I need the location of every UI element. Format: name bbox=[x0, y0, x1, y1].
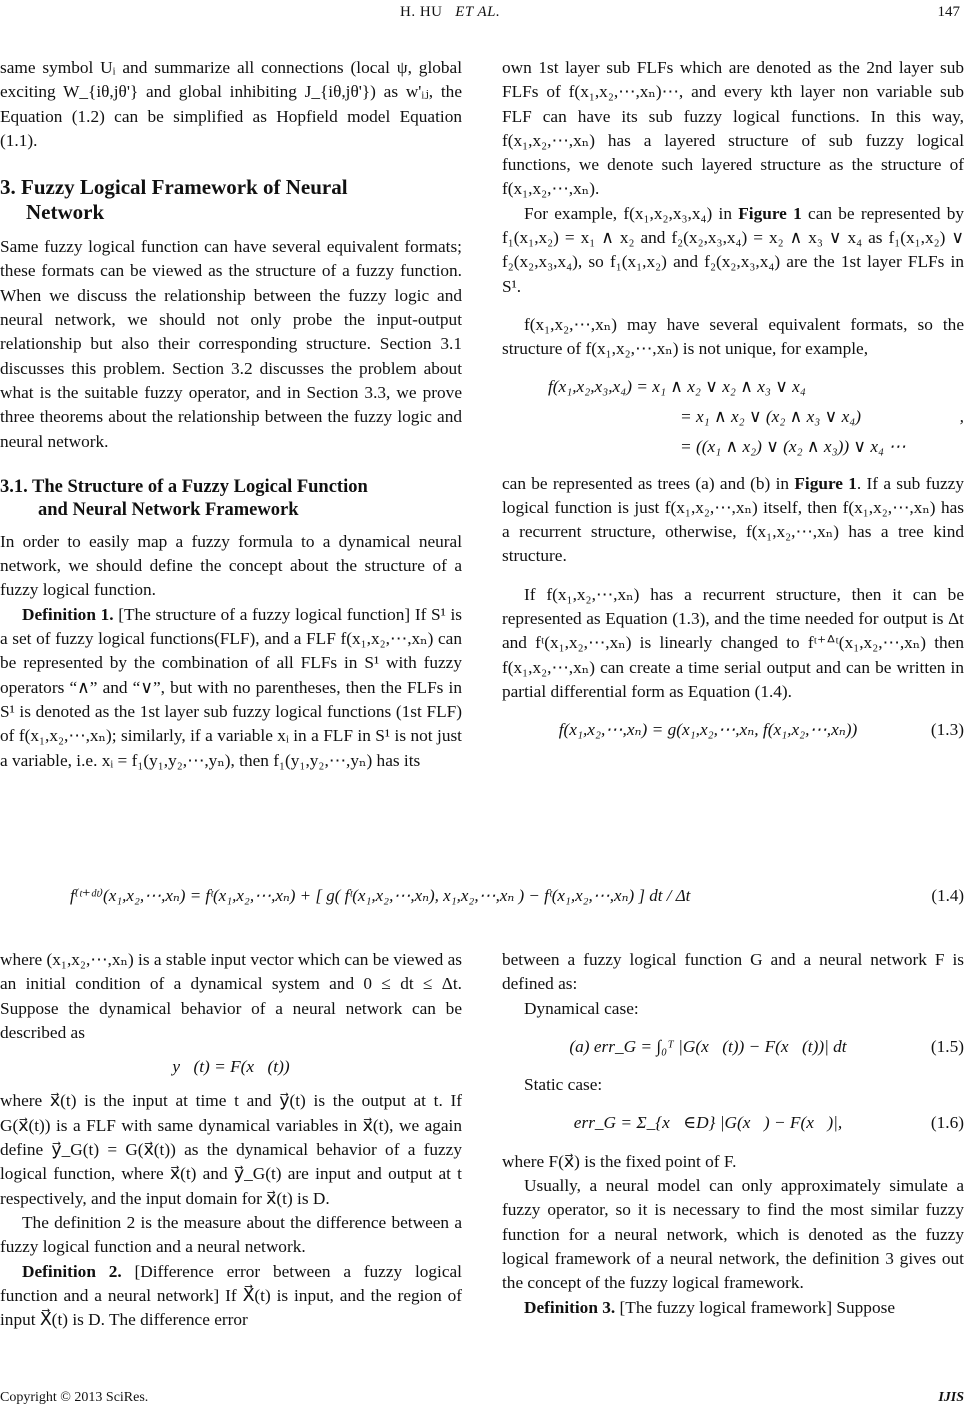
left-column-bottom bbox=[0, 948, 462, 1332]
paragraph: own 1st layer sub FLFs which are denoted as the 2nd layer sub FLFs of f(x₁,x₂,⋯,xₙ)⋯, and every kth layer non variable sub FLF can have its sub fuzzy logical functions. In this way, f(x₁,x₂,⋯,xₙ) has a layered structure of sub fuzzy logical functions, we denote such layered structure as the structure of f(x₁,x₂,⋯,xₙ). bbox=[502, 58, 964, 199]
dynamical-case-label: Dynamical case: bbox=[524, 998, 639, 1018]
paragraph: can be represented as trees (a) and (b) in Figure 1. If a sub fuzzy logical function is just f(x₁,x₂,⋯,xₙ) itself, then f(x₁,x₂,⋯,xₙ) has a recurrent structure, otherwise, f(x₁,x₂,⋯,xₙ) has a tree kind structure. bbox=[502, 473, 964, 566]
page-header bbox=[0, 4, 968, 26]
definition-1: Definition 1. [The structure of a fuzzy logical function] If S¹ is a set of fuzzy logical functions(FLF), and a FLF f(x₁,x₂,⋯,xₙ) can be represented by the combination of all FLFs in S¹ with fuzzy operators “∧” and “∨”, but with no parentheses, then the FLFs in S¹ is denoted as the 1st layer sub fuzzy logical functions (1st FLF) of f(x₁,x₂,⋯,xₙ); similarly, if a variable xᵢ in a FLF in S¹ is not just a variable, i.e. xᵢ = f₁(y₁,y₂,⋯,yₙ), then f₁(y₁,y₂,⋯,yₙ) has its bbox=[0, 604, 462, 770]
page-number: 147 bbox=[937, 4, 960, 20]
copyright: Copyright © 2013 SciRes. bbox=[0, 1390, 149, 1405]
figure-ref: Figure 1 bbox=[738, 203, 802, 223]
paragraph: If f(x₁,x₂,⋯,xₙ) has a recurrent structure, then it can be represented as Equation (1.3), and the time needed for output is Δt and fᵗ(x₁,x₂,⋯,xₙ) is linearly changed to fᵗ⁺ᐞᵗ(x₁,x₂,⋯,xₙ) then f(x₁,x₂,⋯,xₙ) can create a time serial output and can be written in partial differential form as Equation (1.4). bbox=[502, 584, 964, 701]
paragraph: same symbol Uᵢ and summarize all connections (local ψ, global exciting W_{iθ,jθ'} and global inhibiting J_{iθ,jθ'}) as w'ᵢⱼ, the Equation (1.2) can be simplified as Hopfield model Equation (1.1). bbox=[0, 58, 462, 150]
paragraph: f(x₁,x₂,⋯,xₙ) may have several equivalent formats, so the structure of f(x₁,x₂,⋯,xₙ) is not unique, for example, bbox=[502, 314, 964, 359]
static-case-label: Static case: bbox=[524, 1075, 603, 1095]
paragraph: where F(x⃗) is the fixed point of F. bbox=[502, 1151, 737, 1171]
paragraph: For example, f(x₁,x₂,x₃,x₄) in Figure 1 can be represented by f₁(x₁,x₂) = x₁ ∧ x₂ and f₂(x₂,x₃,x₄) = x₂ ∧ x₃ ∨ x₄ as f₁(x₁,x₂) ∨ f₂(x₂,x₃,x₄), so f₁(x₁,x₂) and f₂(x₂,x₃,x₄) are the 1st layer FLFs in S¹. bbox=[502, 203, 964, 296]
left-column-top bbox=[0, 56, 462, 773]
definition-2: Definition 2. [Difference error between a fuzzy logical function and a neural network] If X⃗(t) is input, and the region of input X⃗(t) is D. The difference error bbox=[0, 1261, 462, 1330]
equation-block: f(x₁,x₂,x₃,x₄) = x₁ ∧ x₂ ∨ x₂ ∧ x₃ ∨ x₄ = x₁ ∧ x₂ ∨ (x₂ ∧ x₃ ∨ x₄) = ((x₁ ∧ x₂) ∨ (x₂ ∧ x₃)) ∨ x₄ ⋯ , bbox=[548, 376, 964, 456]
running-head-authors: H. HU ET AL. bbox=[400, 4, 501, 20]
paragraph: Usually, a neural model can only approximately simulate a fuzzy operator, so it is necessary to find the most similar fuzzy function for a neural network, which is denoted as the fuzzy logical framework of a neural network, the definition 3 gives out the concept of the fuzzy logical framework. bbox=[502, 1176, 964, 1293]
equation-1-5: (a) err_G = ∫₀ᵀ |G(x⃗(t)) − F(x⃗(t))| dt (1.5) bbox=[569, 1036, 964, 1056]
paragraph: between a fuzzy logical function G and a neural network F is defined as: bbox=[502, 950, 964, 994]
paragraph: where x⃗(t) is the input at time t and y⃗(t) is the output at t. If G(x⃗(t)) is a FLF with same dynamical variables in x⃗(t), we again define y⃗_G(t) = G(x⃗(t)) as the dynamical behavior of a fuzzy logical function, where x⃗(t) and y⃗_G(t) are input and output at t respectively, and the input domain for x⃗(t) is D. bbox=[0, 1091, 462, 1208]
section-3-heading: 3. Fuzzy Logical Framework of Neural Network bbox=[0, 175, 348, 225]
right-column-top bbox=[502, 56, 964, 757]
paragraph: where (x₁,x₂,⋯,xₙ) is a stable input vector which can be viewed as an initial condition of a dynamical system and 0 ≤ dt ≤ Δt. Suppose the dynamical behavior of a neural network can be described as bbox=[0, 950, 462, 1042]
section-3-1-heading: 3.1. The Structure of a Fuzzy Logical Function and Neural Network Framework bbox=[0, 476, 368, 520]
equation-1-4: f⁽ᵗ⁺ᵈᵗ⁾(x₁,x₂,⋯,xₙ) = fᵗ(x₁,x₂,⋯,xₙ) + [ g( fᵗ(x₁,x₂,⋯,xₙ), x₁,x₂,⋯,xₙ ) − fᵗ(x₁,x₂,⋯,xₙ) ] dt / Δt (1.4) bbox=[70, 886, 964, 905]
figure-ref: Figure 1 bbox=[794, 473, 857, 493]
paragraph: Same fuzzy logical function can have several equivalent formats; these formats can be viewed as the structure of a fuzzy function. When we discuss the relationship between the fuzzy logic and neural network, we should not only probe the input-output relationship but also their corresponding structure. Section 3.1 discusses this problem. Section 3.2 discusses the problem about what is the suitable fuzzy operator, and in Section 3.3, we prove three theorems about the relationship between the fuzzy logic and neural network. bbox=[0, 237, 462, 451]
right-column-bottom bbox=[502, 948, 964, 1320]
equation-1-6: err_G = Σ_{x⃗∈D} |G(x⃗) − F(x⃗)|, (1.6) bbox=[573, 1113, 964, 1133]
journal-name: IJIS bbox=[938, 1390, 964, 1405]
page-footer bbox=[0, 1390, 964, 1406]
definition-3: Definition 3. [The fuzzy logical framework] Suppose bbox=[524, 1297, 895, 1317]
equation-y: y⃗(t) = F(x⃗(t)) bbox=[172, 1057, 290, 1077]
equation-1-3: f(x₁,x₂,⋯,xₙ) = g(x₁,x₂,⋯,xₙ, f(x₁,x₂,⋯,xₙ)) (1.3) bbox=[558, 720, 964, 740]
paragraph: The definition 2 is the measure about the difference between a fuzzy logical function and a neural network. bbox=[0, 1212, 462, 1257]
paragraph: In order to easily map a fuzzy formula to a dynamical neural network, we should define the concept about the structure of a fuzzy logical function. bbox=[0, 531, 462, 600]
